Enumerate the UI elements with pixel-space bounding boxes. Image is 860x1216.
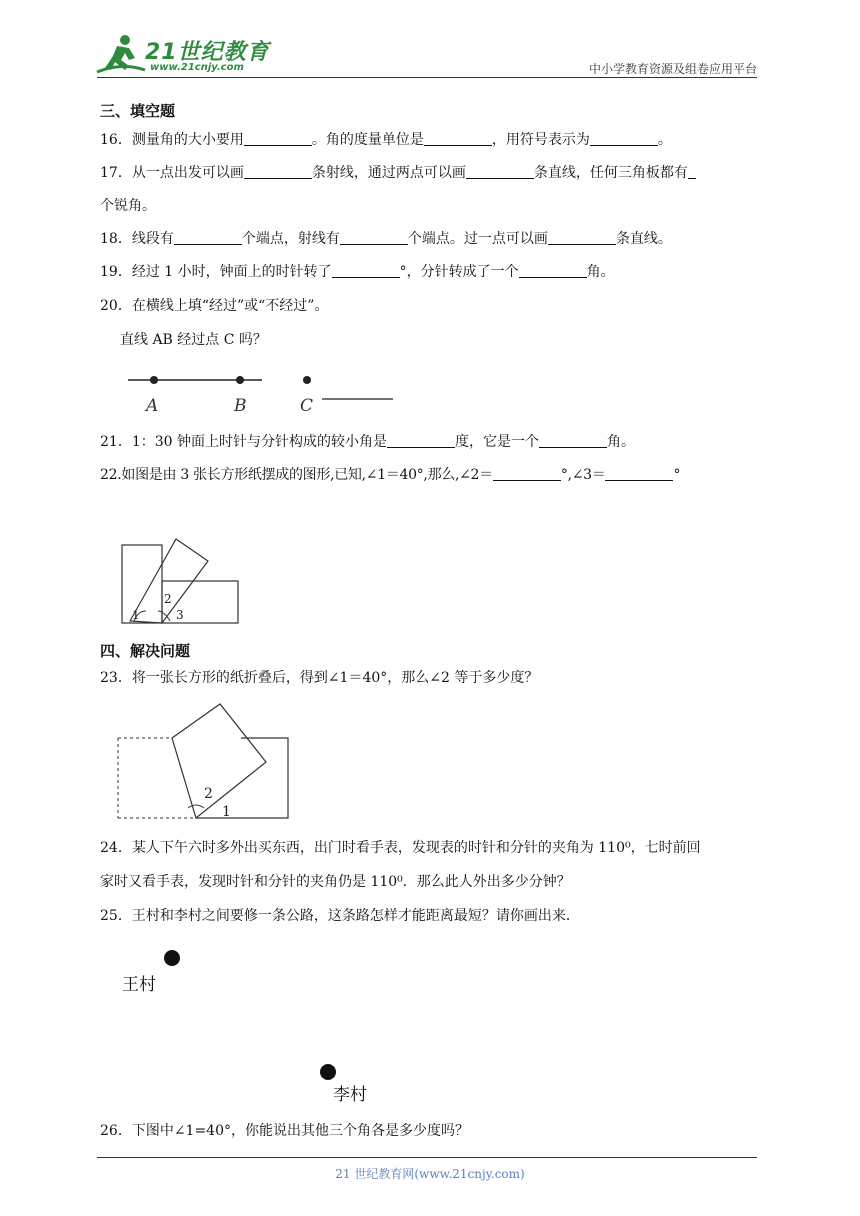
section-title-fill-blank: 三、填空题 (100, 102, 176, 120)
platform-name: 中小学教育资源及组卷应用平台 (588, 62, 757, 76)
village-label-wang: 王村 (122, 975, 156, 995)
question-20-sub: 直线 AB 经过点 C 吗？ (120, 332, 267, 348)
answer-blank[interactable] (424, 131, 492, 146)
header-divider (97, 77, 757, 78)
question-25: 25．王村和李村之间要修一条公路，这条路怎样才能距离最短？请你画出来． (100, 908, 580, 924)
answer-blank[interactable] (590, 131, 658, 146)
logo-text: 21世纪教育 (145, 40, 270, 65)
question-26: 26．下图中∠1=40°，你能说出其他三个角各是多少度吗？ (100, 1123, 469, 1139)
question-19: 19．经过 1 小时，钟面上的时针转了 °，分针转成了一个 角。 (100, 264, 615, 280)
answer-blank[interactable] (244, 131, 312, 146)
section-title-problem-solving: 四、解决问题 (100, 642, 191, 660)
label-b: B (234, 396, 247, 416)
question-17: 17．从一点出发可以画 条射线，通过两点可以画 条直线，任何三角板都有 (100, 163, 696, 183)
svg-text:1: 1 (222, 804, 231, 820)
footer-divider (97, 1157, 757, 1158)
logo-icon (95, 34, 147, 76)
answer-blank[interactable] (387, 433, 455, 448)
svg-text:3: 3 (176, 608, 184, 622)
answer-blank[interactable] (244, 164, 312, 179)
three-rectangles-figure (118, 535, 248, 627)
question-20: 20．在横线上填“经过”或“不经过”。 (100, 298, 329, 314)
answer-blank[interactable] (548, 230, 616, 245)
answer-blank[interactable] (493, 466, 561, 481)
answer-blank[interactable] (340, 230, 408, 245)
question-23: 23．将一张长方形的纸折叠后，得到∠1＝40°，那么∠2 等于多少度？ (100, 670, 539, 686)
point-b (236, 376, 244, 384)
answer-blank[interactable] (539, 433, 607, 448)
folded-paper-figure (116, 700, 294, 822)
answer-blank[interactable] (174, 230, 242, 245)
answer-blank[interactable] (688, 164, 696, 179)
point-a (150, 376, 158, 384)
answer-blank[interactable] (605, 466, 673, 481)
svg-text:1: 1 (132, 608, 140, 622)
label-a: A (146, 396, 159, 416)
line-ab-figure (120, 368, 400, 418)
question-24-line1: 24．某人下午六时多外出买东西，出门时看手表，发现表的时针和分针的夹角为 110⁰，七时前回 (100, 840, 701, 856)
village-dot-li (318, 1062, 338, 1082)
question-16: 16．测量角的大小要用 。角的度量单位是 ，用符号表示为 。 (100, 132, 672, 148)
answer-blank[interactable] (332, 263, 400, 278)
village-dot-wang (162, 948, 182, 968)
question-18: 18．线段有 个端点，射线有 个端点。过一点可以画 条直线。 (100, 231, 672, 247)
question-22: 22.如图是由 3 张长方形纸摆成的图形,已知,∠1＝40°,那么,∠2＝ °,∠3＝ ° (100, 467, 681, 483)
question-21: 21．1：30 钟面上时针与分针构成的较小角是 度，它是一个 角。 (100, 434, 635, 450)
question-17-continued: 个锐角。 (100, 198, 156, 214)
point-c (303, 376, 311, 384)
footer-text: 21 世纪教育网(www.21cnjy.com) (335, 1167, 525, 1181)
label-c: C (300, 396, 314, 416)
answer-blank[interactable] (519, 263, 587, 278)
logo-url: www.21cnjy.com (150, 62, 244, 73)
svg-text:2: 2 (164, 592, 172, 606)
village-label-li: 李村 (333, 1085, 367, 1105)
answer-blank[interactable] (466, 164, 534, 179)
svg-text:2: 2 (204, 786, 213, 802)
question-24-line2: 家时又看手表，发现时针和分针的夹角仍是 110⁰．那么此人外出多少分钟？ (100, 874, 571, 890)
